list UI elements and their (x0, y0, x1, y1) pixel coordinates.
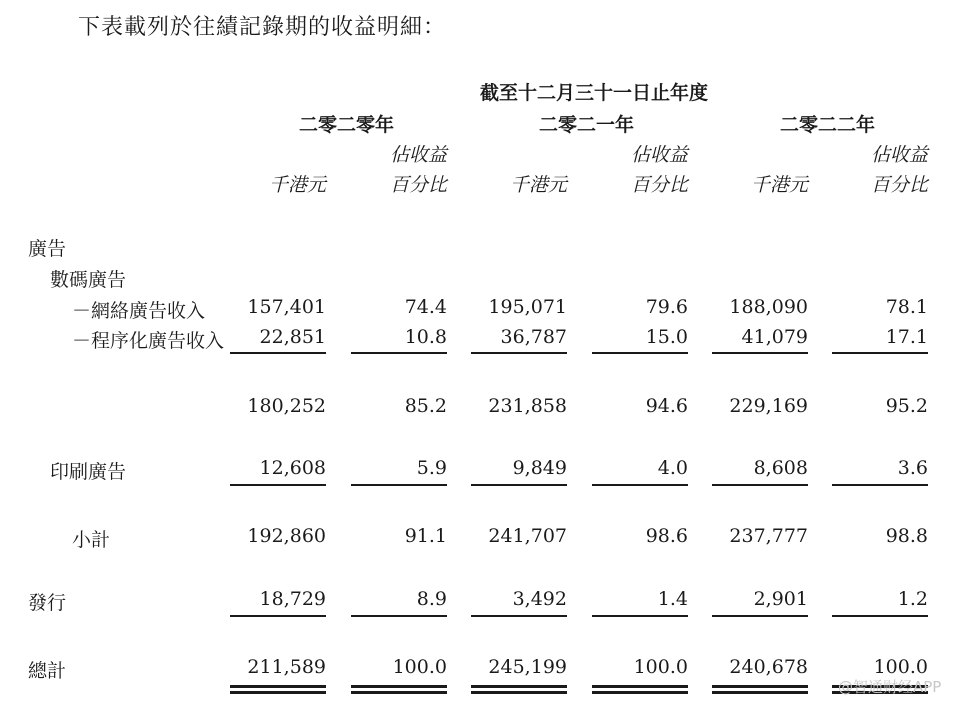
underline-distribution (230, 615, 326, 617)
unit-pct-2020-line2: 百分比 (389, 174, 447, 196)
double-underline-total (592, 691, 688, 694)
cell-total-2020-amount: 211,589 (247, 656, 326, 678)
row-label-digital-advertising: 數碼廣告 (50, 269, 127, 291)
cell-total-2022-amount: 240,678 (729, 656, 808, 678)
unit-pct-2022-line1: 佔收益 (870, 144, 928, 166)
row-label-programmatic-ad-revenue: －程序化廣告收入 (72, 330, 225, 352)
double-underline-total (592, 685, 688, 688)
cell-digital-2021-pct: 94.6 (645, 395, 688, 417)
intro-text: 下表載列於往績記錄期的收益明細： (78, 15, 447, 40)
cell-web-2021-pct: 79.6 (645, 296, 688, 318)
underline-digital (592, 352, 688, 354)
cell-subtotal-2021-amount: 241,707 (488, 525, 567, 547)
row-label-advertising: 廣告 (28, 238, 67, 260)
underline-print (230, 484, 326, 486)
underline-distribution (351, 615, 447, 617)
unit-amount-2020: 千港元 (268, 174, 326, 196)
double-underline-total (712, 685, 808, 688)
row-label-distribution: 發行 (28, 592, 67, 614)
double-underline-total (351, 691, 447, 694)
double-underline-total (471, 691, 567, 694)
underline-distribution (832, 615, 928, 617)
period-header: 截至十二月三十一日止年度 (480, 82, 709, 104)
cell-distribution-2020-amount: 18,729 (259, 588, 326, 610)
cell-prog-2022-amount: 41,079 (741, 326, 808, 348)
cell-web-2020-amount: 157,401 (247, 296, 326, 318)
unit-pct-2020-line1: 佔收益 (389, 144, 447, 166)
row-label-web-ad-revenue: －網絡廣告收入 (72, 300, 206, 322)
unit-amount-2022: 千港元 (750, 174, 808, 196)
cell-subtotal-2022-amount: 237,777 (729, 525, 808, 547)
year-header-2021: 二零二一年 (539, 114, 635, 136)
cell-web-2020-pct: 74.4 (404, 296, 447, 318)
cell-web-2021-amount: 195,071 (488, 296, 567, 318)
cell-total-2021-amount: 245,199 (488, 656, 567, 678)
cell-prog-2020-amount: 22,851 (259, 326, 326, 348)
cell-print-2021-amount: 9,849 (512, 457, 567, 479)
underline-digital (230, 352, 326, 354)
cell-web-2022-amount: 188,090 (729, 296, 808, 318)
cell-prog-2020-pct: 10.8 (404, 326, 447, 348)
row-label-subtotal: 小計 (72, 529, 111, 551)
cell-digital-2020-pct: 85.2 (404, 395, 447, 417)
cell-subtotal-2021-pct: 98.6 (645, 525, 688, 547)
cell-print-2020-amount: 12,608 (259, 457, 326, 479)
double-underline-total (230, 691, 326, 694)
watermark: @智通财经APP (838, 678, 942, 696)
cell-distribution-2021-amount: 3,492 (512, 588, 567, 610)
cell-prog-2021-pct: 15.0 (645, 326, 688, 348)
double-underline-total (351, 685, 447, 688)
cell-print-2022-pct: 3.6 (897, 457, 928, 479)
cell-total-2021-pct: 100.0 (633, 656, 688, 678)
cell-digital-2020-amount: 180,252 (247, 395, 326, 417)
unit-amount-2021: 千港元 (509, 174, 567, 196)
cell-print-2022-amount: 8,608 (753, 457, 808, 479)
year-header-2020: 二零二零年 (299, 114, 395, 136)
cell-prog-2022-pct: 17.1 (885, 326, 928, 348)
cell-distribution-2022-amount: 2,901 (753, 588, 808, 610)
cell-distribution-2021-pct: 1.4 (657, 588, 688, 610)
year-header-2022: 二零二二年 (780, 114, 876, 136)
cell-digital-2021-amount: 231,858 (488, 395, 567, 417)
underline-digital (471, 352, 567, 354)
underline-digital (832, 352, 928, 354)
underline-print (351, 484, 447, 486)
underline-distribution (592, 615, 688, 617)
cell-prog-2021-amount: 36,787 (500, 326, 567, 348)
row-label-total: 總計 (28, 660, 67, 682)
cell-distribution-2020-pct: 8.9 (416, 588, 447, 610)
cell-total-2022-pct: 100.0 (873, 656, 928, 678)
cell-subtotal-2020-amount: 192,860 (247, 525, 326, 547)
cell-total-2020-pct: 100.0 (392, 656, 447, 678)
double-underline-total (712, 691, 808, 694)
unit-pct-2021-line2: 百分比 (630, 174, 688, 196)
unit-pct-2022-line2: 百分比 (870, 174, 928, 196)
row-label-print-advertising: 印刷廣告 (50, 461, 127, 483)
underline-digital (712, 352, 808, 354)
underline-digital (351, 352, 447, 354)
cell-web-2022-pct: 78.1 (885, 296, 928, 318)
cell-print-2020-pct: 5.9 (416, 457, 447, 479)
unit-pct-2021-line1: 佔收益 (630, 144, 688, 166)
cell-distribution-2022-pct: 1.2 (897, 588, 928, 610)
underline-distribution (471, 615, 567, 617)
underline-print (832, 484, 928, 486)
cell-subtotal-2020-pct: 91.1 (404, 525, 447, 547)
double-underline-total (471, 685, 567, 688)
underline-distribution (712, 615, 808, 617)
underline-print (471, 484, 567, 486)
underline-print (592, 484, 688, 486)
cell-digital-2022-pct: 95.2 (885, 395, 928, 417)
cell-print-2021-pct: 4.0 (657, 457, 688, 479)
underline-print (712, 484, 808, 486)
cell-subtotal-2022-pct: 98.8 (885, 525, 928, 547)
cell-digital-2022-amount: 229,169 (729, 395, 808, 417)
double-underline-total (230, 685, 326, 688)
